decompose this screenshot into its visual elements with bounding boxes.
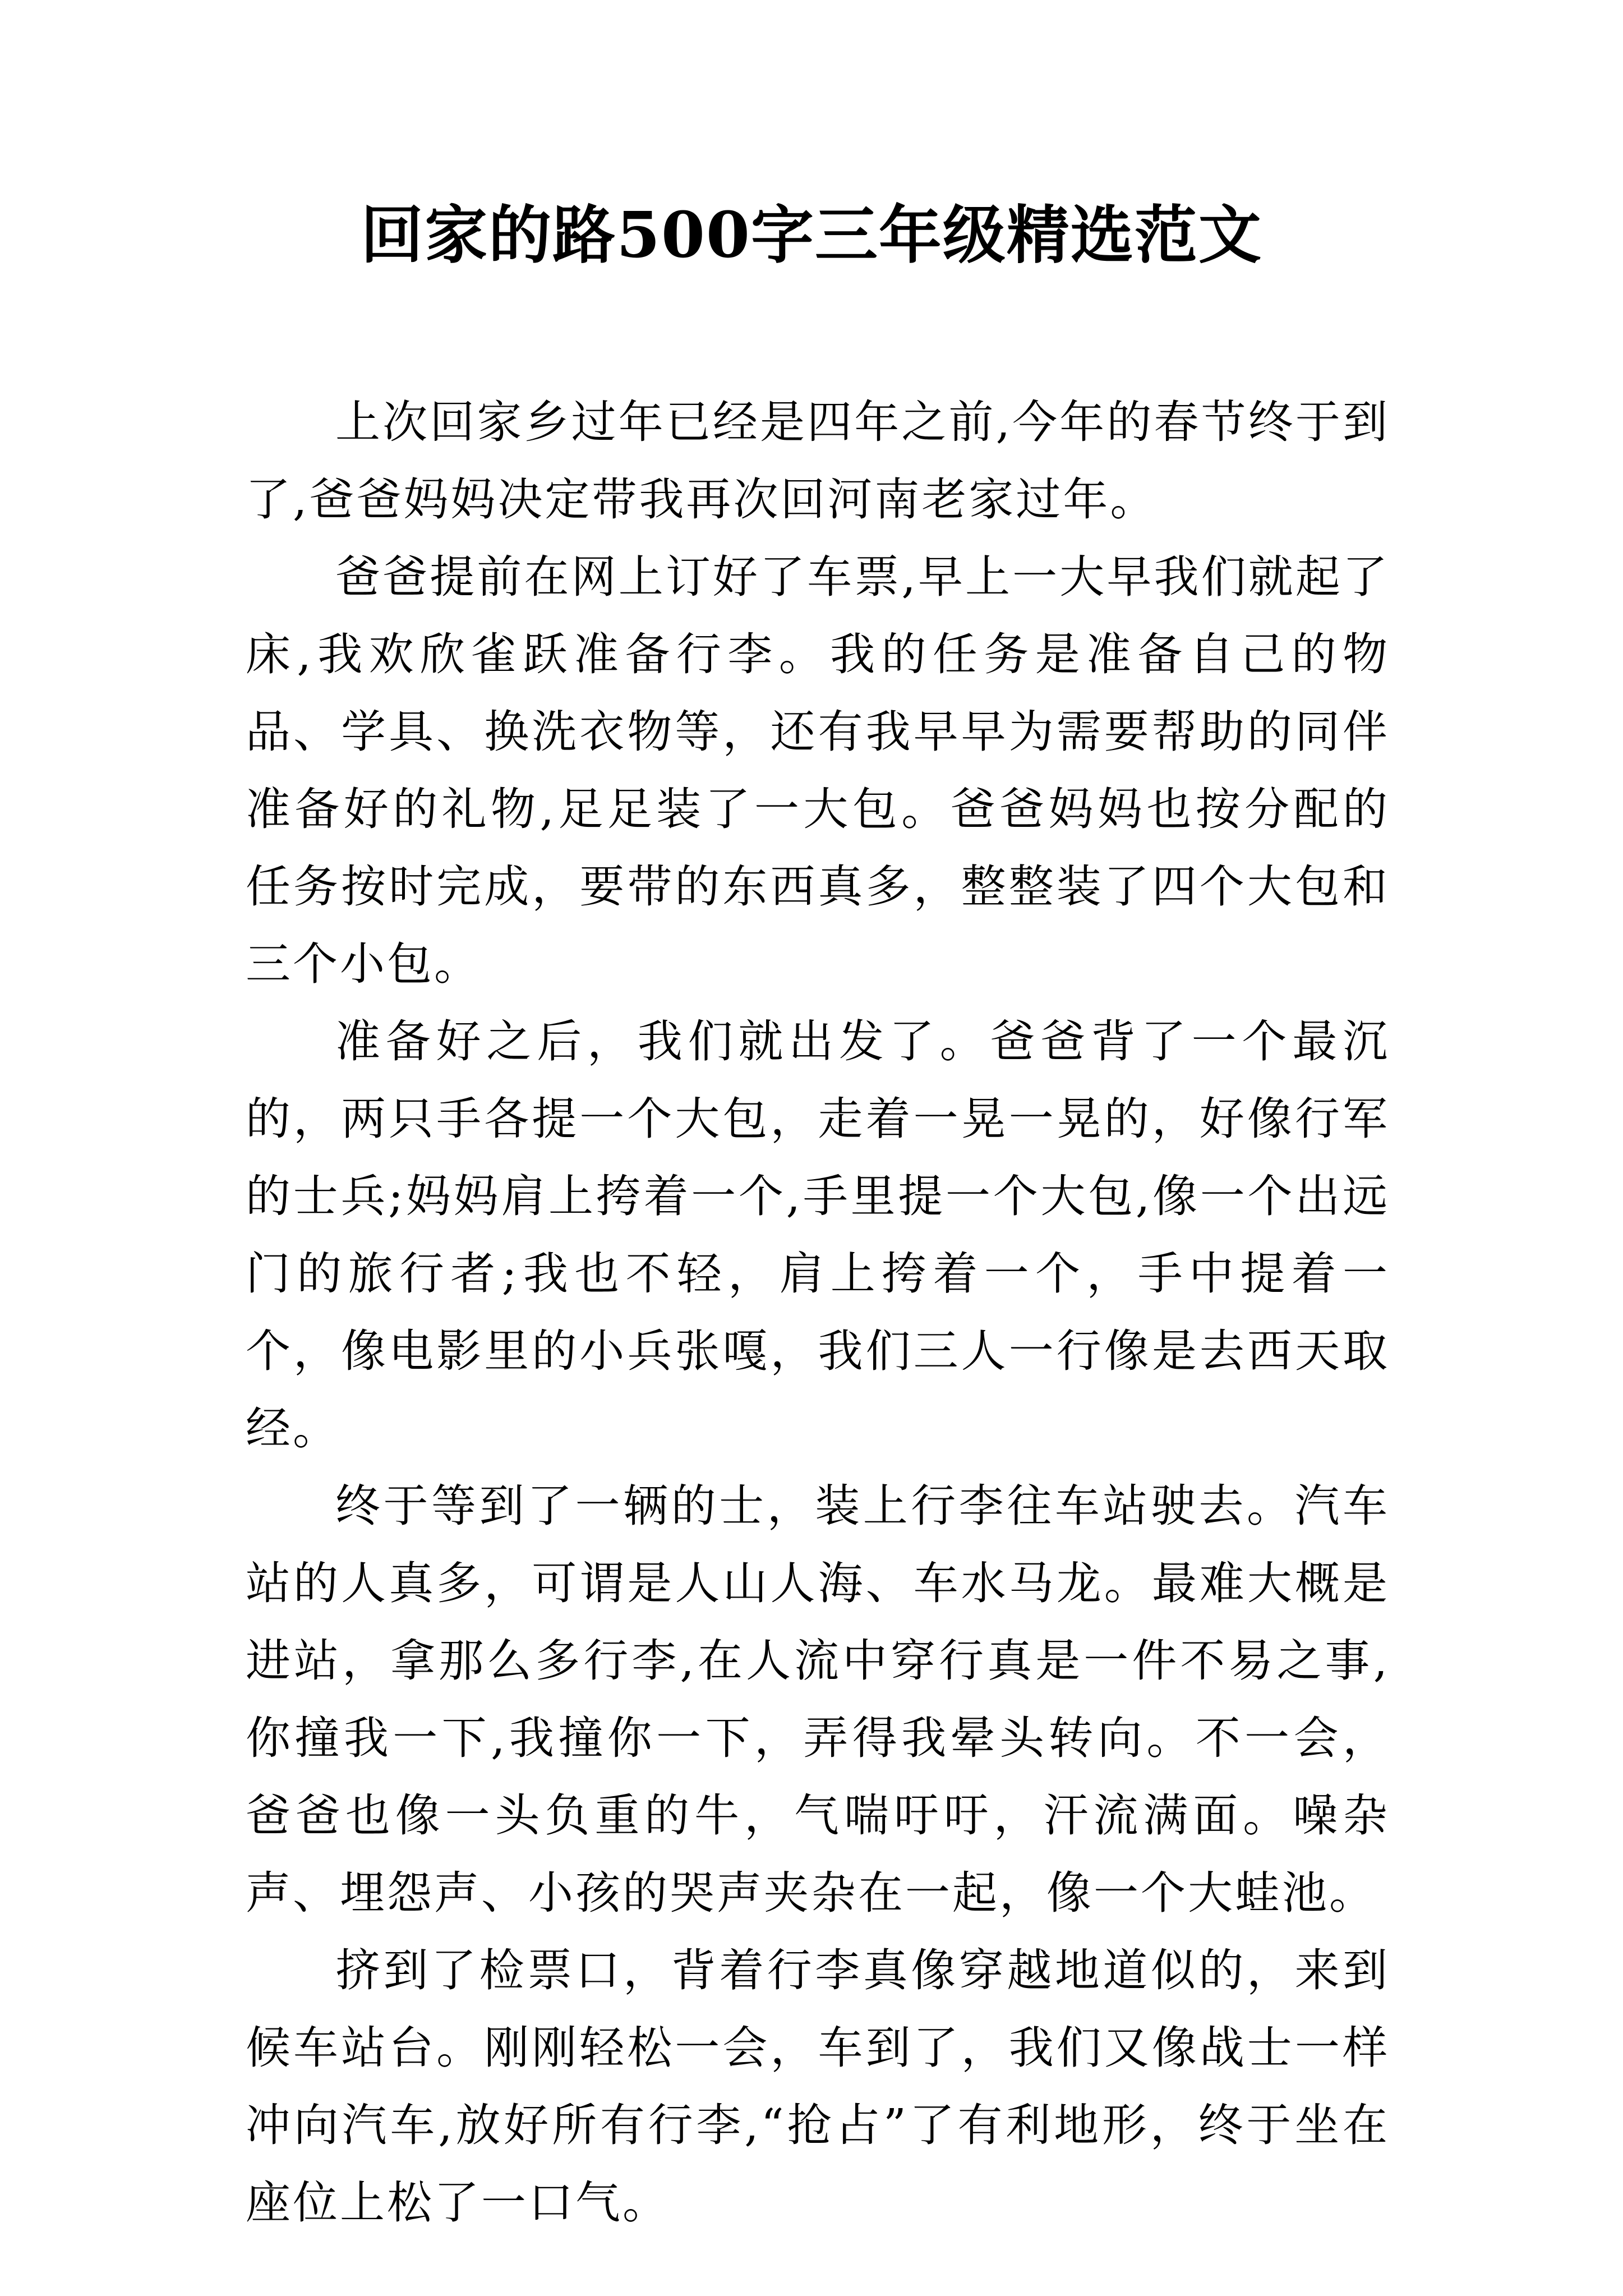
document-title: 回家的路500字三年级精选范文 [361,199,1262,272]
paragraph-2: 爸爸提前在网上订好了车票,早上一大早我们就起了床,我欢欣雀跃准备行李。我的任务是准备自己的物品、学具、换洗衣物等，还有我早早为需要帮助的同伴准备好的礼物,足足装了一大包。爸爸妈妈也按分配的任务按时完成，要带的东西真多，整整装了四个大包和三个小包。 [246,551,1390,990]
paragraph-5: 挤到了检票口，背着行李真像穿越地道似的，来到候车站台。刚刚轻松一会，车到了，我们又像战士一样冲向汽车,放好所有行李,“抢占”了有利地形，终于坐在座位上松了一口气。 [246,1944,1390,2229]
paragraph-1: 上次回家乡过年已经是四年之前,今年的春节终于到了,爸爸妈妈决定带我再次回河南老家过年。 [246,396,1390,526]
paragraph-4: 终于等到了一辆的士，装上行李往车站驶去。汽车站的人真多，可谓是人山人海、车水马龙。最难大概是进站，拿那么多行李,在人流中穿行真是一件不易之事,你撞我一下,我撞你一下，弄得我晕头转向。不一会，爸爸也像一头负重的牛，气喘吁吁，汗流满面。噪杂声、埋怨声、小孩的哭声夹杂在一起，像一个大蛙池。 [246,1480,1390,1919]
document-body [246,384,1390,2242]
paragraph-3: 准备好之后，我们就出发了。爸爸背了一个最沉的，两只手各提一个大包，走着一晃一晃的，好像行军的士兵;妈妈肩上挎着一个,手里提一个大包,像一个出远门的旅行者;我也不轻，肩上挎着一个，手中提着一个，像电影里的小兵张嘎，我们三人一行像是去西天取经。 [246,1015,1390,1455]
